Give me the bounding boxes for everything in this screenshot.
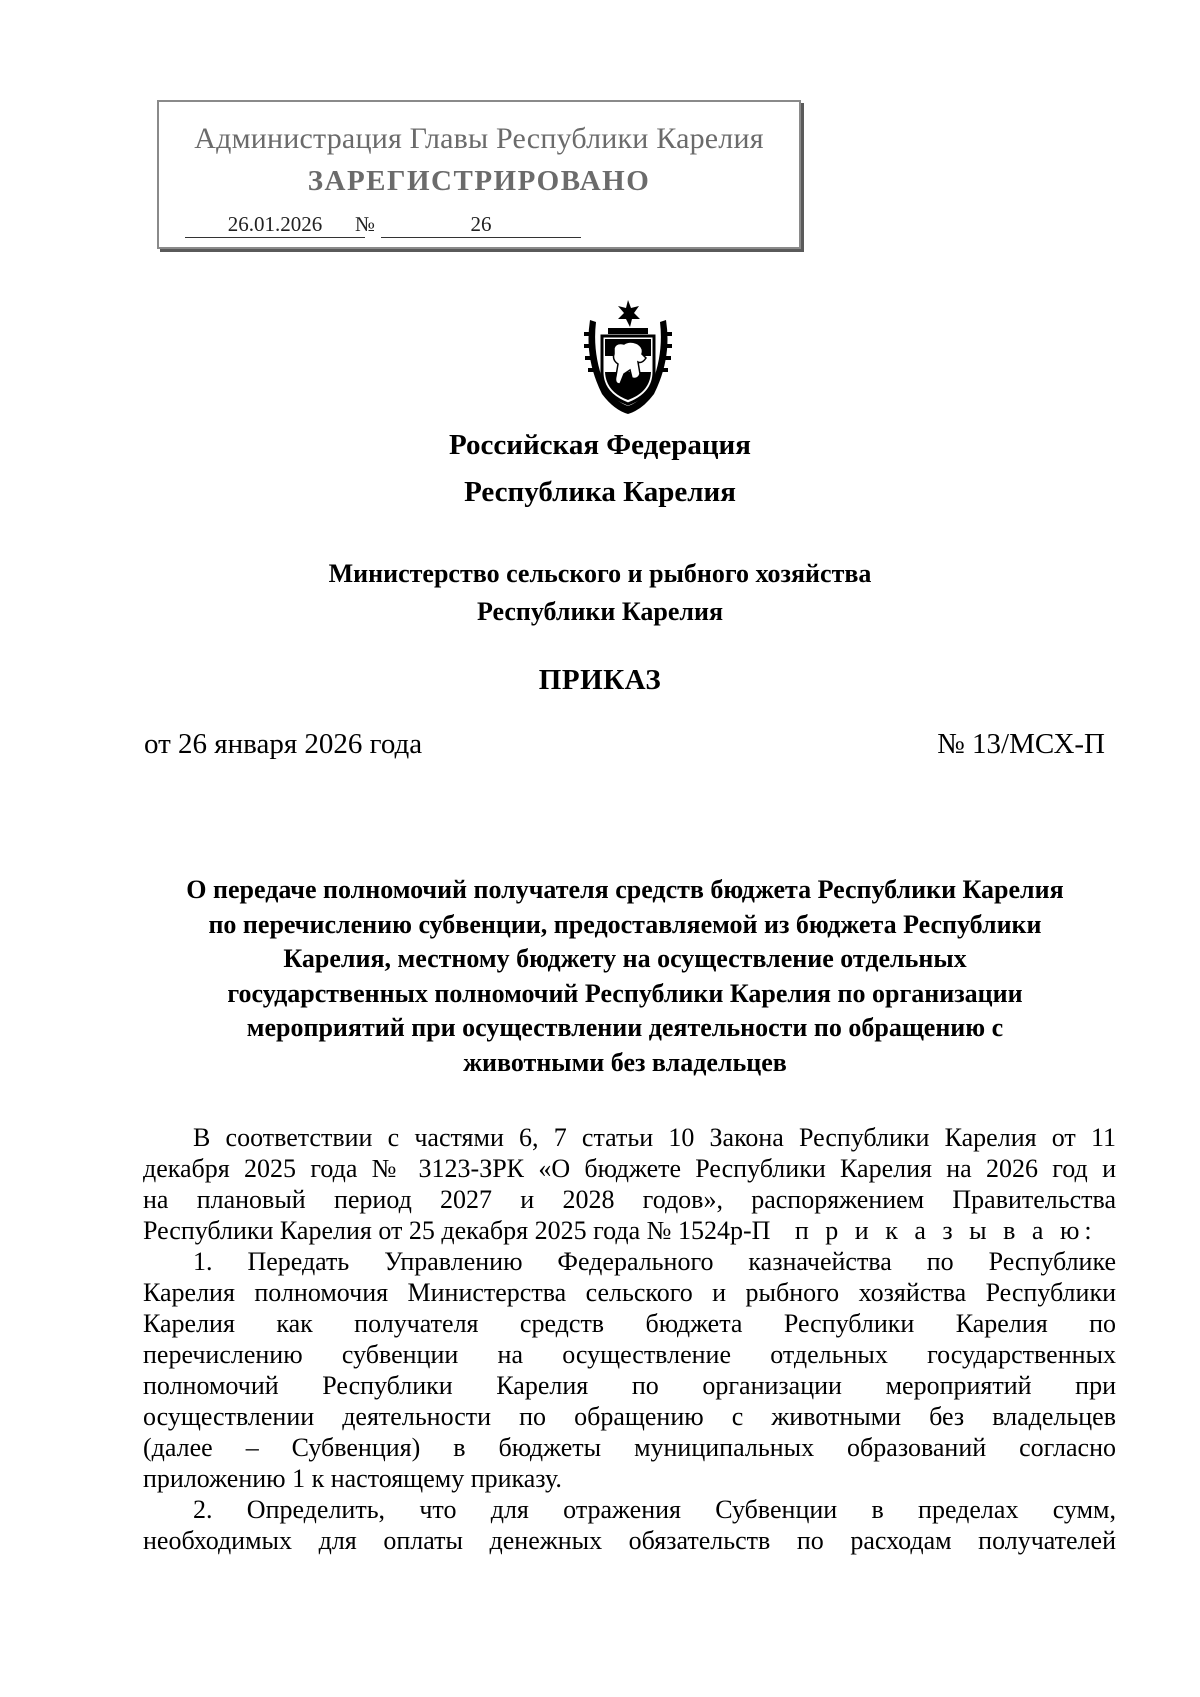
header-ministry-line2: Республики Карелия xyxy=(476,597,724,626)
body-line: (далее – Субвенция) в бюджеты муниципальных образований согласно xyxy=(143,1433,1116,1462)
body-text: Республики Карелия от 25 декабря 2025 года № 1524р-П xyxy=(143,1216,771,1245)
header-country: Российская Федерация xyxy=(449,429,751,461)
document-type: ПРИКАЗ xyxy=(538,664,662,696)
subject-line: О передаче полномочий получателя средств бюджета Республики Карелия xyxy=(186,875,1064,904)
body-line xyxy=(143,1122,1116,1153)
body-line: перечислению субвенции на осуществление отдельных государственных xyxy=(143,1340,1116,1369)
subject-line: мероприятий при осуществлении деятельности по обращению с xyxy=(246,1013,1004,1043)
registration-stamp xyxy=(157,100,801,249)
order-subject xyxy=(140,873,1110,1081)
subject-line: по перечислению субвенции, предоставляемой из бюджета Республики xyxy=(208,909,1042,939)
body-line: на плановый период 2027 и 2028 годов», распоряжением Правительства xyxy=(143,1185,1116,1214)
body-line: осуществлении деятельности по обращению с животными без владельцев xyxy=(143,1402,1116,1431)
order-word: п р и к а з ы в а ю: xyxy=(794,1216,1097,1245)
subject-line: животными без владельцев xyxy=(463,1047,787,1077)
order-date: от 26 января 2026 года xyxy=(144,728,423,760)
header-ministry-line1: Министерство сельского и рыбного хозяйства xyxy=(328,559,872,588)
stamp-number: 26 xyxy=(381,212,581,238)
stamp-date: 26.01.2026 xyxy=(185,212,365,238)
subject-line: Карелия, местному бюджету на осуществление отдельных xyxy=(283,944,967,974)
body-line: 2. Определить, что для отражения Субвенции в пределах сумм, xyxy=(193,1495,1116,1524)
stamp-number-label: № xyxy=(355,212,376,236)
body-line: необходимых для оплаты денежных обязательств по расходам получателей xyxy=(143,1526,1116,1555)
body-line: 1. Передать Управлению Федерального казначейства по Республике xyxy=(193,1247,1116,1276)
subject-line: государственных полномочий Республики Карелия по организации xyxy=(227,978,1023,1008)
body-line: декабря 2025 года № 3123-ЗРК «О бюджете Республики Карелия на 2026 год и xyxy=(143,1154,1116,1183)
body-line: приложению 1 к настоящему приказу. xyxy=(143,1464,562,1493)
order-number: № 13/МСХ-П xyxy=(937,728,1105,760)
body-line: Карелия как получателя средств бюджета Республики Карелия по xyxy=(143,1309,1116,1338)
body-line: Карелия полномочия Министерства сельского и рыбного хозяйства Республики xyxy=(143,1278,1116,1307)
header-republic: Республика Карелия xyxy=(464,476,736,508)
body-text: В соответствии с частями 6, 7 статьи 10 Закона Республики Карелия от 11 xyxy=(193,1123,1116,1152)
stamp-status: ЗАРЕГИСТРИРОВАНО xyxy=(307,165,651,197)
body-line: полномочий Республики Карелия по организации мероприятий при xyxy=(143,1371,1116,1400)
body-line xyxy=(143,1215,1116,1246)
stamp-organization: Администрация Главы Республики Карелия xyxy=(194,122,764,155)
karelia-coat-of-arms-icon xyxy=(580,298,676,416)
